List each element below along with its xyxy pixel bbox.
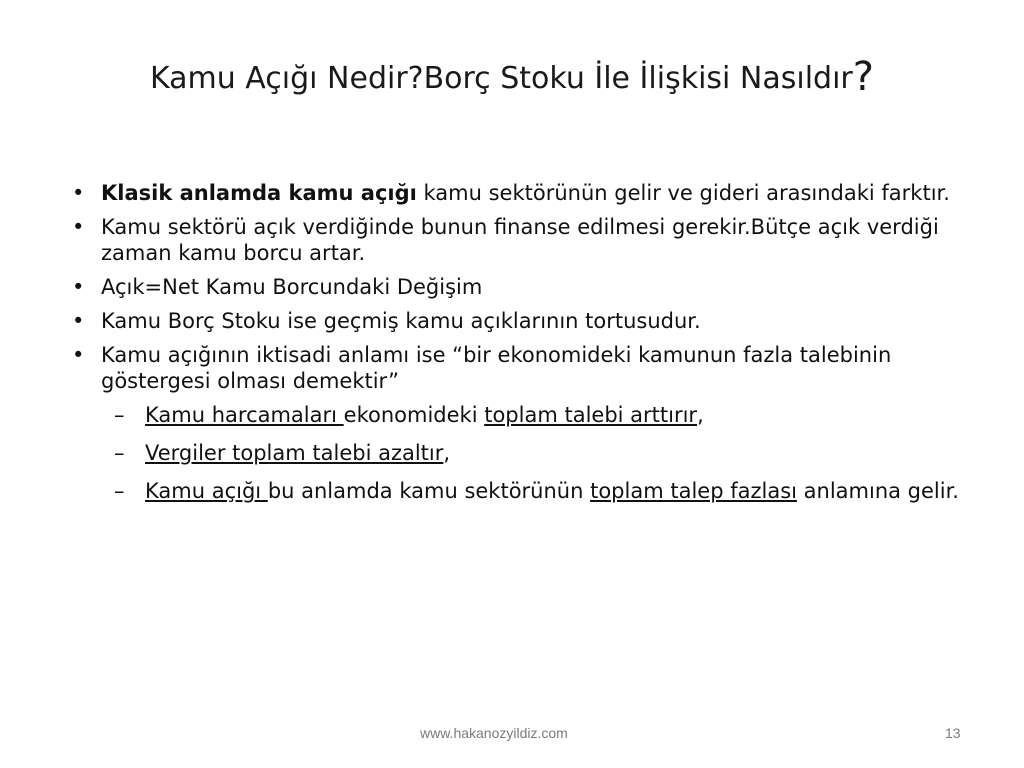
sub-1-text: ekonomideki	[343, 403, 485, 427]
bullet-item-2	[72, 214, 972, 266]
bullet-5-text: Kamu açığının iktisadi anlamı ise “bir ekonomideki kamunun fazla talebinin göstergesi olması demektir”	[101, 343, 892, 393]
sub-bullet-item-3	[72, 478, 972, 504]
bullet-1-text: kamu sektörünün gelir ve gideri arasındaki farktır.	[416, 181, 950, 205]
sub-bullet-item-1	[72, 402, 972, 428]
page-number: 13	[945, 725, 961, 741]
dash-marker: –	[114, 441, 125, 465]
footer-url: www.hakanozyildiz.com	[420, 725, 568, 741]
slide-title-text: Kamu Açığı Nedir?Borç Stoku İle İlişkisi Nasıldır	[150, 61, 853, 96]
slide-title	[150, 52, 970, 98]
sub-3-underlined-text-1: Kamu açığı	[145, 479, 268, 503]
sub-1-underlined-text-1: Kamu harcamaları	[145, 403, 344, 427]
sub-bullet-list	[72, 402, 972, 504]
bullet-item-5	[72, 342, 972, 394]
sub-1-end-text: ,	[697, 403, 704, 427]
bullet-item-3	[72, 274, 972, 300]
bullet-2-text: Kamu sektörü açık verdiğinde bunun finanse edilmesi gerekir.Bütçe açık verdiği zaman kamu borcu artar.	[101, 215, 939, 265]
bullet-marker: •	[72, 275, 85, 299]
sub-3-text: bu anlamda kamu sektörünün	[267, 479, 591, 503]
bullet-list	[72, 180, 972, 516]
bullet-3-text: Açık=Net Kamu Borcundaki Değişim	[101, 275, 483, 299]
bullet-marker: •	[72, 181, 85, 205]
sub-2-end-text: ,	[443, 441, 451, 465]
sub-2-underlined-text: Vergiler toplam talebi azaltır	[145, 441, 444, 465]
bullet-1-bold-text: Klasik anlamda kamu açığı	[101, 181, 417, 205]
slide-title-question-mark: ?	[852, 54, 874, 100]
sub-3-end-text: anlamına gelir.	[796, 479, 959, 503]
dash-marker: –	[114, 479, 125, 503]
bullet-marker: •	[72, 215, 85, 239]
sub-bullet-item-2	[72, 440, 972, 466]
bullet-marker: •	[72, 343, 85, 367]
bullet-marker: •	[72, 309, 85, 333]
bullet-4-text: Kamu Borç Stoku ise geçmiş kamu açıklarının tortusudur.	[101, 309, 701, 333]
bullet-item-4	[72, 308, 972, 334]
dash-marker: –	[114, 403, 125, 427]
bullet-item-1	[72, 180, 972, 206]
sub-1-underlined-text-2: toplam talebi arttırır	[484, 403, 698, 427]
sub-3-underlined-text-2: toplam talep fazlası	[590, 479, 797, 503]
